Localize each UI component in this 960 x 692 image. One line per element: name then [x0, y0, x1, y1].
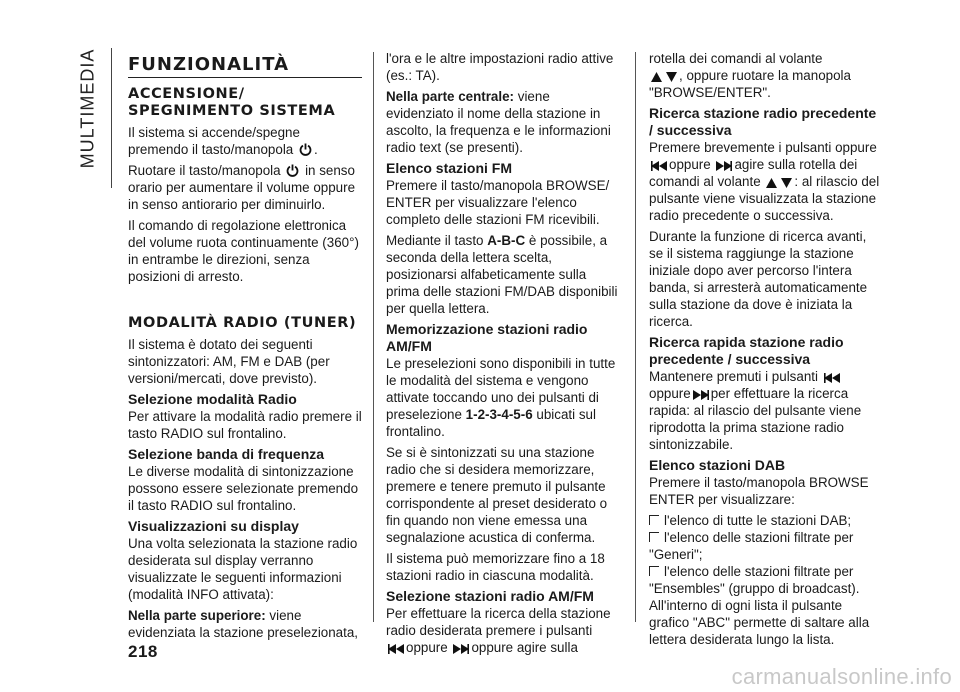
column-1	[128, 50, 362, 645]
paragraph: Il sistema è dotato dei seguenti sintonizzatori: AM, FM e DAB (per versioni/mercati, dove previsto).	[128, 337, 330, 386]
paragraph	[386, 355, 618, 440]
subheading: Ricerca rapida stazione radio precedente / successiva	[649, 334, 844, 367]
subheading: Elenco stazioni DAB	[649, 457, 786, 473]
column-2	[386, 50, 618, 660]
key-label: A-B-C	[487, 233, 526, 248]
page-title: FUNZIONALITÀ	[128, 56, 362, 78]
paragraph	[386, 605, 618, 656]
column-3	[649, 50, 883, 652]
watermark: carmanualsonline.info	[731, 664, 952, 689]
side-tab	[68, 48, 108, 188]
arrow-down-icon	[666, 72, 677, 82]
paragraph: Premere il tasto/manopola BROWSE ENTER per visualizzare:	[649, 475, 869, 507]
text: Mediante il tasto	[386, 233, 484, 248]
text: per effettuare la ricerca rapida: al rilascio del pulsante viene riprodotta la prima stazione radio sintonizzabile.	[649, 386, 862, 452]
paragraph: Una volta selezionata la stazione radio desiderata sul display verranno visualizzate le seguenti informazioni (modalità INFO attivata):	[128, 536, 358, 602]
text: agire sulla rotella dei comandi al volante	[649, 157, 858, 189]
list-item	[649, 529, 883, 563]
heading-power: ACCENSIONE/ SPEGNIMENTO SISTEMA	[128, 86, 336, 119]
column-divider	[635, 52, 636, 622]
text: rotella dei comandi al volante	[649, 51, 823, 66]
power-icon	[286, 164, 299, 177]
text: oppure	[649, 386, 691, 401]
subheading: Memorizzazione stazioni radio AM/FM	[386, 321, 588, 354]
text: : al rilascio del pulsante viene visualizzata la stazione radio precedente o successiva.	[649, 174, 880, 223]
text: in senso orario per aumentare il volume oppure in senso antiorario per diminuirlo.	[128, 163, 356, 212]
inline-label: Nella parte superiore:	[128, 608, 266, 623]
text: Ruotare il tasto/manopola	[128, 163, 281, 178]
inline-label: Nella parte centrale:	[386, 89, 515, 104]
next-track-icon	[693, 390, 709, 400]
key-label: 1-2-3-4-5-6	[465, 407, 533, 422]
paragraph	[649, 139, 883, 224]
text: .	[314, 142, 318, 157]
paragraph: Premere il tasto/manopola BROWSE/ ENTER per visualizzare l'elenco completo delle stazioni FM ricevibili.	[386, 178, 610, 227]
list-item	[649, 512, 883, 529]
paragraph: Il sistema può memorizzare fino a 18 stazioni radio in ciascuna modalità.	[386, 551, 605, 583]
subheading: Selezione banda di frequenza	[128, 446, 325, 462]
paragraph	[386, 88, 618, 156]
paragraph	[128, 607, 362, 641]
side-divider	[111, 48, 112, 188]
text: Il sistema si accende/spegne premendo il tasto/manopola	[128, 125, 300, 157]
subheading: Visualizzazioni su display	[128, 518, 299, 534]
text: viene evidenziato il nome della stazione in ascolto, la frequenza e le informazioni radio text (se presenti).	[386, 89, 611, 155]
text: è possibile, a seconda della lettera scelta, posizionarsi alfabeticamente sulla prima delle stazioni FM/DAB disponibili per quella lettera.	[386, 233, 618, 316]
text: oppure	[669, 157, 711, 172]
paragraph	[128, 162, 362, 213]
text: , oppure ruotare la manopola "BROWSE/ENTER".	[649, 68, 851, 100]
text: Per effettuare la ricerca della stazione radio desiderata premere i pulsanti	[386, 606, 611, 638]
paragraph: Il comando di regolazione elettronica del volume ruota continuamente (360°) in entrambe le direzioni, senza posizioni di arresto.	[128, 218, 359, 284]
text: ubicati sul frontalino.	[386, 407, 596, 439]
paragraph	[649, 50, 883, 101]
bullet-icon	[649, 532, 659, 542]
next-track-icon	[453, 644, 469, 654]
paragraph: All'interno di ogni lista il pulsante grafico "ABC" permette di saltare alla lettera desiderata lungo la lista.	[649, 598, 870, 647]
text: l'elenco di tutte le stazioni DAB;	[664, 513, 852, 528]
previous-track-icon	[388, 644, 404, 654]
bullet-icon	[649, 515, 659, 525]
paragraph: Per attivare la modalità radio premere il tasto RADIO sul frontalino.	[128, 409, 362, 441]
column-divider	[373, 52, 374, 622]
power-icon	[299, 143, 312, 156]
paragraph	[128, 124, 362, 158]
text: Mantenere premuti i pulsanti	[649, 369, 818, 384]
bullet-icon	[649, 566, 659, 576]
paragraph: Le diverse modalità di sintonizzazione possono essere selezionate premendo il tasto RADIO sul frontalino.	[128, 464, 359, 513]
arrow-up-icon	[766, 178, 777, 188]
paragraph: l'ora e le altre impostazioni radio attive (es.: TA).	[386, 51, 614, 83]
previous-track-icon	[651, 161, 667, 171]
text: Premere brevemente i pulsanti oppure	[649, 140, 877, 155]
paragraph	[649, 368, 883, 453]
subheading: Elenco stazioni FM	[386, 160, 513, 176]
heading-radio-mode: MODALITÀ RADIO (TUNER)	[128, 315, 357, 331]
paragraph: Se si è sintonizzati su una stazione radio che si desidera memorizzare, premere e tenere premuto il pulsante corrispondente al preset desiderato o fin quando non viene emessa una segnalazione acustica di conferma.	[386, 445, 608, 545]
next-track-icon	[716, 161, 732, 171]
text: Le preselezioni sono disponibili in tutte le modalità del sistema e vengono attivate toccando uno dei pulsanti di preselezione	[386, 356, 616, 422]
subheading: Ricerca stazione radio precedente / successiva	[649, 105, 877, 138]
previous-track-icon	[824, 373, 840, 383]
subheading: Selezione modalità Radio	[128, 391, 297, 407]
list-item	[649, 563, 883, 597]
page-number: 218	[128, 642, 158, 661]
arrow-up-icon	[651, 72, 662, 82]
text: viene evidenziata la stazione preselezionata,	[128, 608, 359, 640]
text: l'elenco delle stazioni filtrate per "Generi";	[649, 530, 854, 562]
paragraph: Durante la funzione di ricerca avanti, se il sistema raggiunge la stazione iniziale dopo aver percorso l'intera banda, si arresterà automaticamente sulla stazione da dove è iniziata la ricerca.	[649, 229, 868, 329]
subheading: Selezione stazioni radio AM/FM	[386, 588, 594, 604]
text: oppure	[406, 640, 448, 655]
arrow-down-icon	[781, 178, 792, 188]
text: l'elenco delle stazioni filtrate per "Ensembles" (gruppo di broadcast).	[649, 564, 860, 596]
text: oppure agire sulla	[471, 640, 578, 655]
paragraph	[386, 232, 618, 317]
section-side-label: MULTIMEDIA	[77, 48, 98, 169]
